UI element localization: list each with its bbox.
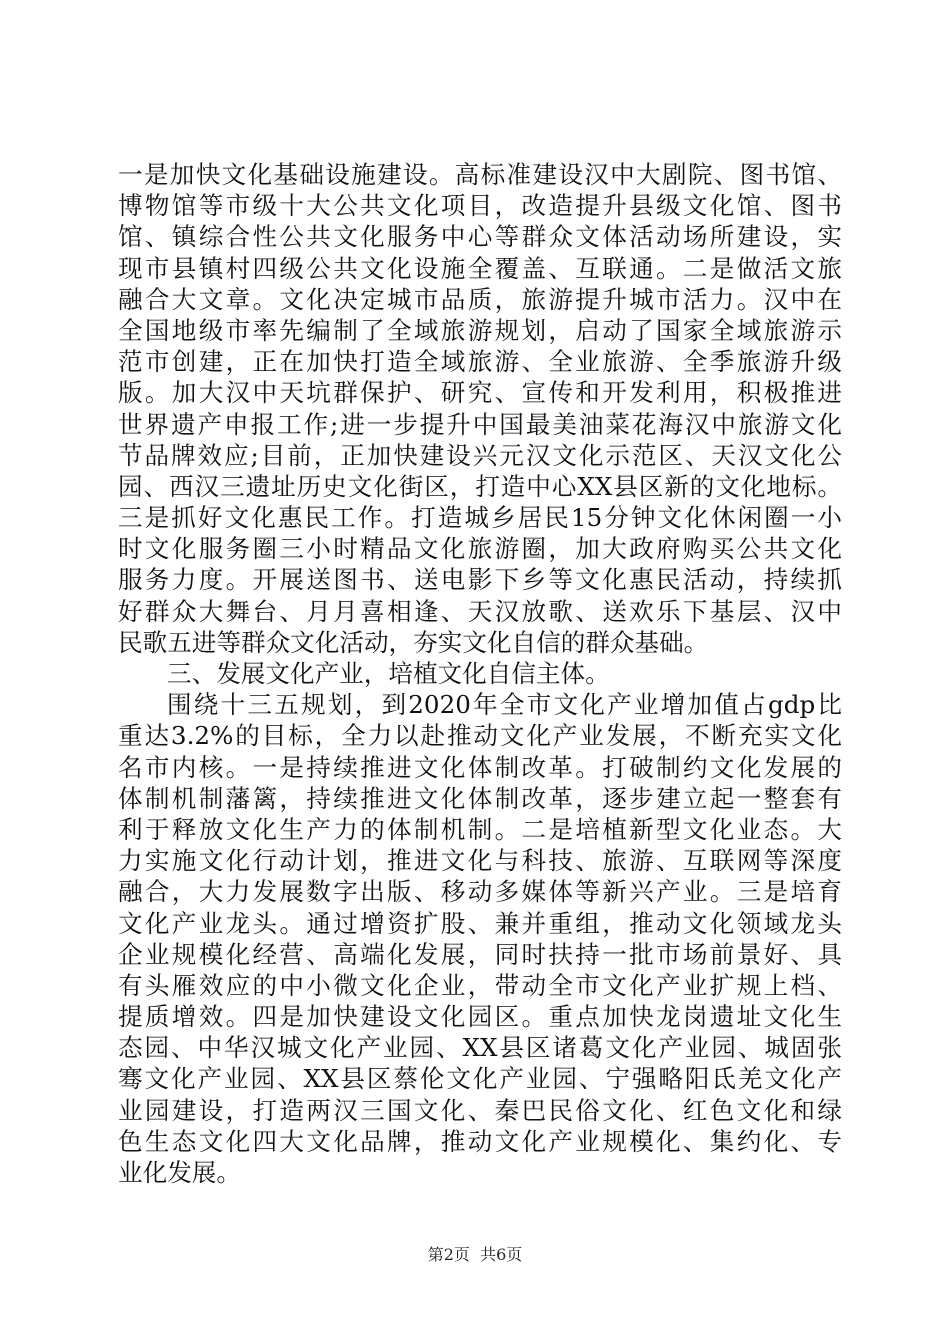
text-line: 园、西汉三遗址历史文化街区，打造中心XX县区新的文化地标。 <box>118 471 842 501</box>
text-line: 三是抓好文化惠民工作。打造城乡居民15分钟文化休闲圈一小 <box>118 503 842 533</box>
page-number-footer: 第2页 共6页 <box>427 1245 523 1264</box>
text-line: 世界遗产申报工作;进一步提升中国最美油菜花海汉中旅游文化 <box>118 409 842 439</box>
text-line: 版。加大汉中天坑群保护、研究、宣传和开发利用，积极推进 <box>118 378 842 408</box>
text-line: 馆、镇综合性公共文化服务中心等群众文体活动场所建设，实 <box>118 222 842 252</box>
text-line: 博物馆等市级十大公共文化项目，改造提升县级文化馆、图书 <box>118 191 842 221</box>
text-line: 业园建设，打造两汉三国文化、秦巴民俗文化、红色文化和绿 <box>118 1095 842 1125</box>
text-line: 围绕十三五规划，到2020年全市文化产业增加值占gdp比 <box>167 690 842 720</box>
text-line: 现市县镇村四级公共文化设施全覆盖、互联通。二是做活文旅 <box>118 253 842 283</box>
section-heading: 三、发展文化产业，培植文化自信主体。 <box>167 659 610 688</box>
text-line: 范市创建，正在加快打造全域旅游、全业旅游、全季旅游升级 <box>118 347 842 377</box>
text-line: 融合，大力发展数字出版、移动多媒体等新兴产业。三是培育 <box>118 877 842 907</box>
text-line: 利于释放文化生产力的体制机制。二是培植新型文化业态。大 <box>118 814 842 844</box>
text-line: 重达3.2%的目标，全力以赴推动文化产业发展，不断充实文化 <box>118 721 842 751</box>
text-line: 企业规模化经营、高端化发展，同时扶持一批市场前景好、具 <box>118 939 842 969</box>
text-line: 文化产业龙头。通过增资扩股、兼并重组，推动文化领域龙头 <box>118 908 842 938</box>
text-line: 业化发展。 <box>118 1158 241 1187</box>
text-line: 全国地级市率先编制了全域旅游规划，启动了国家全域旅游示 <box>118 315 842 345</box>
text-line: 一是加快文化基础设施建设。高标准建设汉中大剧院、图书馆、 <box>118 160 842 189</box>
text-line: 好群众大舞台、月月喜相逢、天汉放歌、送欢乐下基层、汉中 <box>118 596 842 626</box>
text-line: 节品牌效应;目前，正加快建设兴元汉文化示范区、天汉文化公 <box>118 440 842 470</box>
text-line: 态园、中华汉城文化产业园、XX县区诸葛文化产业园、城固张 <box>118 1033 842 1063</box>
text-line: 时文化服务圈三小时精品文化旅游圈，加大政府购买公共文化 <box>118 534 842 564</box>
text-line: 提质增效。四是加快建设文化园区。重点加快龙岗遗址文化生 <box>118 1002 842 1032</box>
text-line: 有头雁效应的中小微文化企业，带动全市文化产业扩规上档、 <box>118 970 842 1000</box>
body-text <box>118 159 842 1188</box>
text-line: 服务力度。开展送图书、送电影下乡等文化惠民活动，持续抓 <box>118 565 842 595</box>
text-line: 体制机制藩篱，持续推进文化体制改革，逐步建立起一整套有 <box>118 783 842 813</box>
text-line: 融合大文章。文化决定城市品质，旅游提升城市活力。汉中在 <box>118 284 842 314</box>
text-line: 力实施文化行动计划，推进文化与科技、旅游、互联网等深度 <box>118 846 842 876</box>
text-line: 色生态文化四大文化品牌，推动文化产业规模化、集约化、专 <box>118 1126 842 1156</box>
text-line: 骞文化产业园、XX县区蔡伦文化产业园、宁强略阳氐羌文化产 <box>118 1064 842 1094</box>
text-line: 民歌五进等群众文化活动，夯实文化自信的群众基础。 <box>118 627 709 657</box>
text-line: 名市内核。一是持续推进文化体制改革。打破制约文化发展的 <box>118 752 842 782</box>
